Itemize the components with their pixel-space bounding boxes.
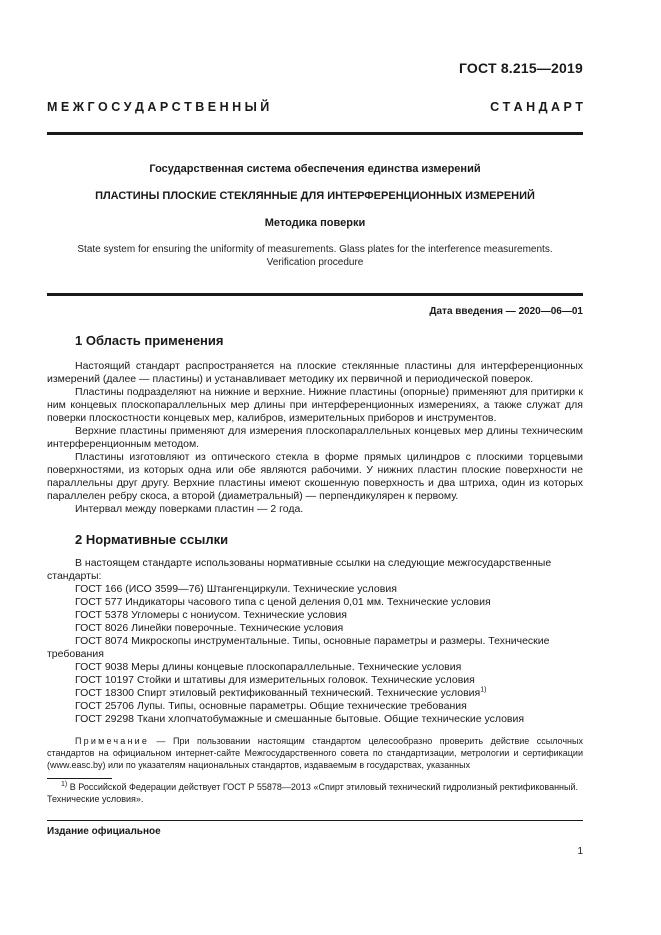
reference-item-with-footnote: [47, 687, 583, 700]
footnote-reference-mark: 1): [480, 686, 487, 694]
paragraph: Пластины подразделяют на нижние и верхние. Нижние пластины (опорные) применяют для притирки к ним концевых плоскопараллельных мер длины при интерференционных измерениях, а также служат для поверки плоскостности концевых мер, калибров, измерительных приборов и инструментов.: [47, 386, 583, 424]
header-rule: [47, 132, 583, 135]
document-code: ГОСТ 8.215—2019: [458, 60, 583, 76]
banner-word-interstate: М Е Ж Г О С У Д А Р С Т В Е Н Н Ы Й: [47, 100, 270, 114]
section-1-body: [47, 360, 583, 516]
reference-item: ГОСТ 25706 Лупы. Типы, основные параметры. Общие технические требования: [75, 700, 467, 712]
footnote-mark: 1): [61, 781, 68, 788]
english-title: [47, 243, 583, 269]
official-edition-label: Издание официальное: [47, 826, 161, 837]
english-title-line-1: State system for ensuring the uniformity of measurements. Glass plates for the interference measurements.: [77, 244, 553, 255]
reference-item: ГОСТ 8074 Микроскопы инструментальные. Типы, основные параметры и размеры. Технические требования: [47, 635, 550, 660]
footnote-text: В Российской Федерации действует ГОСТ Р 55878—2013 «Спирт этиловый технический гидролизный ректификованный. Технические условия».: [47, 782, 579, 804]
paragraph: Верхние пластины применяют для измерения плоскопараллельных концевых мер длины техническим интерференционным методом.: [47, 425, 583, 450]
interstate-standard-banner: [47, 100, 583, 114]
document-subtitle: Методика поверки: [264, 217, 366, 229]
banner-word-standard: С Т А Н Д А Р Т: [490, 100, 583, 114]
normative-references: [47, 557, 583, 726]
note-label: Примечание: [75, 736, 150, 746]
paragraph: Пластины изготовляют из оптического стекла в форме прямых цилиндров с плоскими торцевыми поверхностями, из которых одна или обе являются рабочими. У нижних пластин плоские поверхности не параллельны друг другу. Верхние пластины имеют скошенную поверхность и два штриха, один из которых параллелен ребру скоса, а второй (диаметральный) — перпендикулярен к первому.: [47, 451, 583, 502]
footnote-separator: [47, 778, 112, 779]
reference-item: ГОСТ 9038 Меры длины концевые плоскопараллельные. Технические условия: [75, 661, 462, 673]
section-1-heading: 1 Область применения: [75, 333, 224, 348]
reference-text: ГОСТ 18300 Спирт этиловый ректификованный технический. Технические условия: [75, 687, 481, 699]
reference-item: ГОСТ 577 Индикаторы часового типа с ценой деления 0,01 мм. Технические условия: [75, 596, 491, 608]
paragraph: Настоящий стандарт распространяется на плоские стеклянные пластины для интерференционных измерений (далее — пластины) и устанавливает методику их первичной и периодической поверок.: [47, 360, 583, 385]
section-2-heading: 2 Нормативные ссылки: [75, 532, 229, 547]
note-text: — При пользовании настоящим стандартом целесообразно проверить действие ссылочных стандартов на официальном интернет-сайте Межгосударственного совета по стандартизации, метрологии и сертификации (www.easc.by) или по указателям национальных стандартов, издаваемым в государствах, указанных: [47, 736, 583, 770]
title-rule: [47, 293, 583, 296]
reference-item: ГОСТ 10197 Стойки и штативы для измерительных головок. Технические условия: [75, 674, 475, 686]
document-title: ПЛАСТИНЫ ПЛОСКИЕ СТЕКЛЯННЫЕ ДЛЯ ИНТЕРФЕРЕНЦИОННЫХ ИЗМЕРЕНИЙ: [95, 190, 535, 202]
references-intro: В настоящем стандарте использованы нормативные ссылки на следующие межгосударственные стандарты:: [47, 557, 552, 582]
paragraph: Интервал между поверками пластин — 2 года.: [75, 503, 304, 515]
reference-item: ГОСТ 5378 Угломеры с нониусом. Технические условия: [75, 609, 347, 621]
page-number: 1: [577, 846, 583, 857]
reference-item: ГОСТ 8026 Линейки поверочные. Технические условия: [75, 622, 344, 634]
footnote: [47, 781, 583, 805]
system-title: Государственная система обеспечения единства измерений: [149, 163, 481, 175]
footer-rule: [47, 820, 583, 821]
introduction-date: Дата введения — 2020—06—01: [429, 306, 583, 317]
reference-item: ГОСТ 166 (ИСО 3599—76) Штангенциркули. Технические условия: [75, 583, 397, 595]
english-title-line-2: Verification procedure: [266, 257, 364, 268]
note-block: [47, 735, 583, 771]
reference-item: ГОСТ 29298 Ткани хлопчатобумажные и смешанные бытовые. Общие технические условия: [75, 713, 525, 725]
